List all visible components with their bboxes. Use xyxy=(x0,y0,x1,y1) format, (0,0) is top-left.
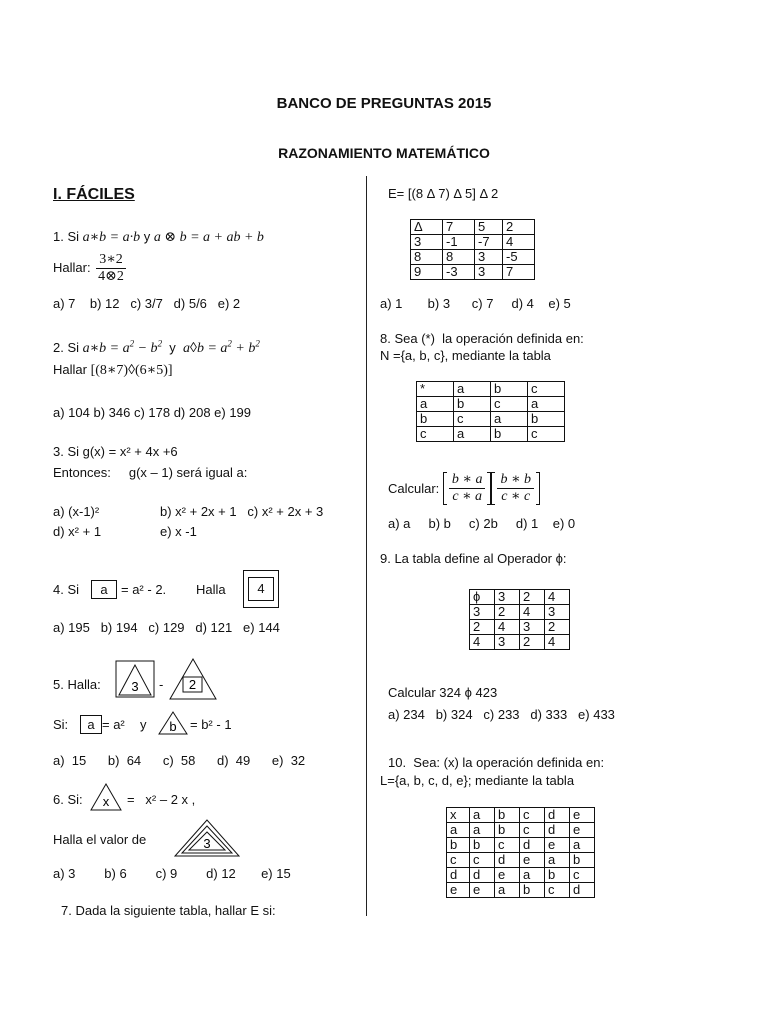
table-cell: c xyxy=(528,427,565,442)
table-cell: 3 xyxy=(495,635,520,650)
table-cell: a xyxy=(570,838,595,853)
column-divider xyxy=(366,176,367,916)
table-cell: 3 xyxy=(475,265,503,280)
q3-option-b: b) x² + 2x + 1 c) x² + 2x + 3 xyxy=(160,504,324,519)
table-cell: e xyxy=(495,868,520,883)
table-cell: b xyxy=(495,808,520,823)
table-cell: a xyxy=(491,412,528,427)
table-cell: -5 xyxy=(503,250,535,265)
table-cell: c xyxy=(545,883,570,898)
table-cell: ϕ xyxy=(470,590,495,605)
q1-hallar: Hallar: $\frac{3∗2}{4\otimes 2}$ xyxy=(53,252,124,284)
table-cell: -1 xyxy=(443,235,475,250)
q1-options: a) 7 b) 12 c) 3/7 d) 5/6 e) 2 xyxy=(53,296,241,311)
q7-table xyxy=(410,219,535,280)
table-cell: e xyxy=(470,883,495,898)
table-cell: 4 xyxy=(503,235,535,250)
table-cell: 2 xyxy=(495,605,520,620)
q5-minus: - xyxy=(159,677,164,692)
table-cell: 2 xyxy=(520,635,545,650)
q6-options: a) 3 b) 6 c) 9 d) 12 e) 15 xyxy=(53,866,291,881)
table-cell: b xyxy=(454,397,491,412)
table-cell: 2 xyxy=(503,220,535,235)
table-cell: c xyxy=(520,823,545,838)
q5-square-triangle xyxy=(115,660,157,700)
table-cell: 7 xyxy=(443,220,475,235)
table-cell: e xyxy=(520,853,545,868)
q3-option-d: d) x² + 1 xyxy=(53,524,102,539)
table-cell: b xyxy=(417,412,454,427)
table-cell: a xyxy=(470,808,495,823)
table-cell: * xyxy=(417,382,454,397)
table-cell: b xyxy=(570,853,595,868)
table-cell: d xyxy=(495,853,520,868)
q1-statement: 1. Si a∗b = a·b y a ⊗ b = a + ab + b xyxy=(53,229,264,245)
q9-table xyxy=(469,589,570,650)
table-cell: -3 xyxy=(443,265,475,280)
q1-fraction: $\frac{3∗2}{4\otimes 2}$ xyxy=(98,252,124,284)
q2-statement: 2. Si a∗b = $a^2 - b^2$ y a◊b = $a^2 + b^2$ xyxy=(53,338,260,356)
table-cell: d xyxy=(545,808,570,823)
q9-calc: Calcular 324 ϕ 423 xyxy=(388,685,498,700)
page-subtitle: RAZONAMIENTO MATEMÁTICO xyxy=(278,145,490,161)
q8-calc: Calcular: $\frac{b ∗ a}{c ∗ a}$ $\frac{b ∗ b}{c ∗ c}$ xyxy=(388,472,540,505)
q2-options: a) 104 b) 346 c) 178 d) 208 e) 199 xyxy=(53,405,252,420)
table-cell: a xyxy=(417,397,454,412)
table-cell: 4 xyxy=(545,635,570,650)
table-cell: 3 xyxy=(411,235,443,250)
table-cell: c xyxy=(470,853,495,868)
q2-hallar: Hallar [(8∗7)◊(6∗5)] xyxy=(53,362,173,378)
table-cell: d xyxy=(545,823,570,838)
table-cell: -7 xyxy=(475,235,503,250)
q5-box-a: a xyxy=(80,715,102,734)
q4-label: 4. Si xyxy=(53,582,80,597)
q4-box-a: a xyxy=(91,580,117,599)
q3-line1: 3. Si g(x) = x² + 4x +6 xyxy=(53,444,178,459)
table-cell: b xyxy=(495,823,520,838)
q8-line1: 8. Sea (*) la operación definida en: xyxy=(380,331,584,346)
table-cell: a xyxy=(447,823,470,838)
q10-line1: 10. Sea: (x) la operación definida en: xyxy=(388,755,605,770)
q5-def-b: = b² - 1 xyxy=(190,717,232,732)
table-cell: b xyxy=(491,427,528,442)
table-cell: d xyxy=(447,868,470,883)
q9-line1: 9. La tabla define al Operador ϕ: xyxy=(380,551,567,566)
table-cell: 2 xyxy=(520,590,545,605)
table-cell: 3 xyxy=(475,250,503,265)
q8-table xyxy=(416,381,565,442)
q8-bracket-1: $\frac{b ∗ a}{c ∗ a}$ xyxy=(443,472,492,505)
table-cell: a xyxy=(545,853,570,868)
svg-text:b: b xyxy=(169,719,177,734)
table-cell: 2 xyxy=(470,620,495,635)
q5-triangle-b xyxy=(157,710,189,736)
table-cell: e xyxy=(447,883,470,898)
q10-table xyxy=(446,807,595,898)
q6-nested-triangles xyxy=(173,818,241,858)
table-cell: d xyxy=(470,868,495,883)
table-cell: b xyxy=(528,412,565,427)
table-cell: e xyxy=(570,823,595,838)
table-cell: 5 xyxy=(475,220,503,235)
table-cell: e xyxy=(570,808,595,823)
q5-def-a: = a² xyxy=(102,717,125,732)
table-cell: b xyxy=(545,868,570,883)
q4-inner-box: 4 xyxy=(248,577,274,601)
q4-options: a) 195 b) 194 c) 129 d) 121 e) 144 xyxy=(53,620,280,635)
table-cell: 4 xyxy=(495,620,520,635)
q6-halla: Halla el valor de xyxy=(53,832,147,847)
q4-def: = a² - 2. xyxy=(121,582,167,597)
table-cell: c xyxy=(570,868,595,883)
q6-triangle-x xyxy=(89,782,123,812)
table-cell: a xyxy=(528,397,565,412)
q5-y: y xyxy=(140,717,147,732)
svg-text:3: 3 xyxy=(203,836,211,851)
table-cell: d xyxy=(520,838,545,853)
table-cell: 3 xyxy=(495,590,520,605)
q3-line2: Entonces: g(x – 1) será igual a: xyxy=(53,465,248,480)
q5-triangle-square xyxy=(168,657,218,701)
q7-expression: E= [(8 Δ 7) Δ 5] Δ 2 xyxy=(388,186,499,201)
table-cell: 4 xyxy=(520,605,545,620)
svg-text:2: 2 xyxy=(188,677,197,692)
table-cell: c xyxy=(417,427,454,442)
table-cell: c xyxy=(495,838,520,853)
q8-line2: N ={a, b, c}, mediante la tabla xyxy=(380,348,551,363)
table-cell: a xyxy=(495,883,520,898)
table-cell: Δ xyxy=(411,220,443,235)
table-cell: c xyxy=(520,808,545,823)
q8-options: a) a b) b c) 2b d) 1 e) 0 xyxy=(388,516,576,531)
q5-label: 5. Halla: xyxy=(53,677,101,692)
table-cell: b xyxy=(520,883,545,898)
table-cell: a xyxy=(520,868,545,883)
table-cell: b xyxy=(491,382,528,397)
q8-bracket-2: $\frac{b ∗ b}{c ∗ c}$ xyxy=(491,472,540,505)
table-cell: 8 xyxy=(411,250,443,265)
q6-def: = x² – 2 x , xyxy=(127,792,196,807)
table-cell: 8 xyxy=(443,250,475,265)
table-cell: 4 xyxy=(470,635,495,650)
table-cell: 4 xyxy=(545,590,570,605)
table-cell: 9 xyxy=(411,265,443,280)
section-heading: I. FÁCILES xyxy=(53,186,135,203)
q5-si: Si: xyxy=(53,717,69,732)
table-cell: 3 xyxy=(545,605,570,620)
q3-option-e: e) x -1 xyxy=(160,524,197,539)
q5-options: a) 15 b) 64 c) 58 d) 49 e) 32 xyxy=(53,753,306,768)
q4-halla: Halla xyxy=(196,582,226,597)
table-cell: c xyxy=(528,382,565,397)
table-cell: b xyxy=(470,838,495,853)
table-cell: 7 xyxy=(503,265,535,280)
q7-intro: 7. Dada la siguiente tabla, hallar E si: xyxy=(61,903,276,918)
table-cell: 3 xyxy=(470,605,495,620)
q10-line2: L={a, b, c, d, e}; mediante la tabla xyxy=(380,773,575,788)
table-cell: x xyxy=(447,808,470,823)
table-cell: 3 xyxy=(520,620,545,635)
table-cell: a xyxy=(454,382,491,397)
page-title: BANCO DE PREGUNTAS 2015 xyxy=(276,95,492,112)
table-cell: 2 xyxy=(545,620,570,635)
table-cell: e xyxy=(545,838,570,853)
table-cell: b xyxy=(447,838,470,853)
q6-label: 6. Si: xyxy=(53,792,83,807)
table-cell: a xyxy=(454,427,491,442)
table-cell: c xyxy=(491,397,528,412)
q9-options: a) 234 b) 324 c) 233 d) 333 e) 433 xyxy=(388,707,615,722)
table-cell: d xyxy=(570,883,595,898)
table-cell: a xyxy=(470,823,495,838)
table-cell: c xyxy=(447,853,470,868)
svg-text:x: x xyxy=(102,794,110,809)
table-cell: c xyxy=(454,412,491,427)
q3-option-a: a) (x-1)² xyxy=(53,504,100,519)
q7-options: a) 1 b) 3 c) 7 d) 4 e) 5 xyxy=(380,296,571,311)
svg-text:3: 3 xyxy=(131,679,139,694)
